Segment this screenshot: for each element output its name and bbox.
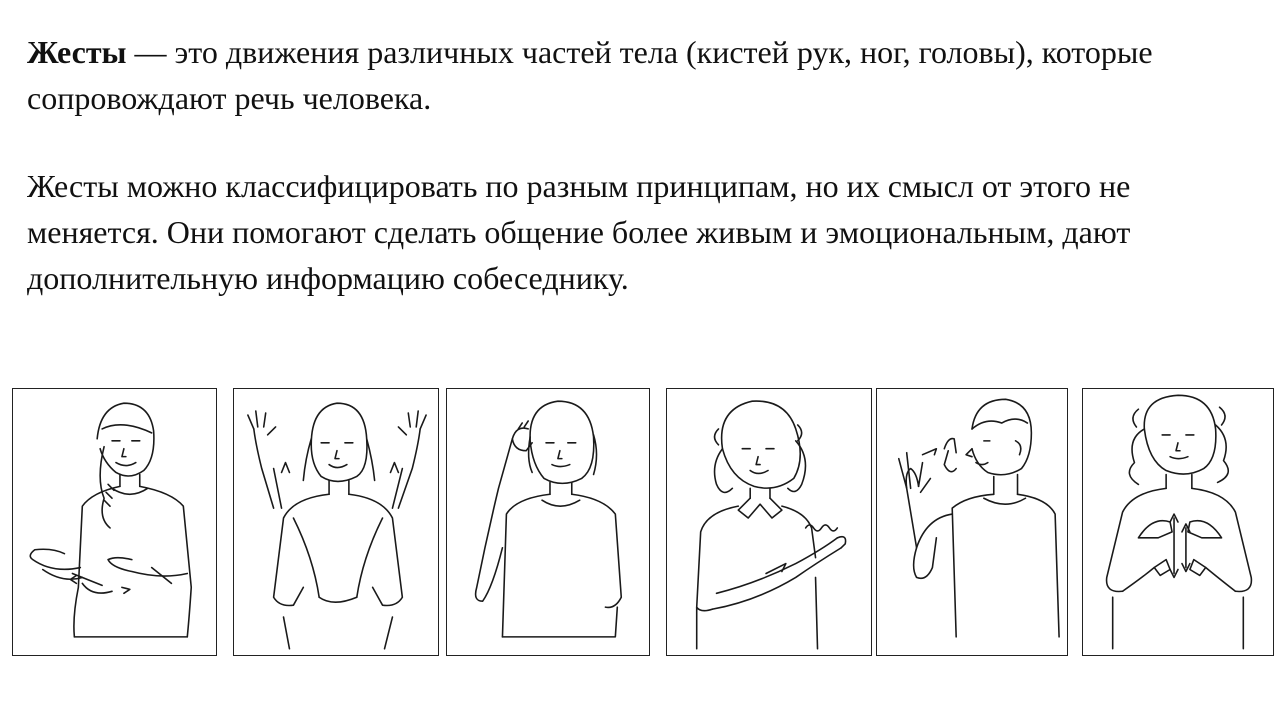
gesture-drawing-shaking-hands xyxy=(666,388,872,656)
definition-term: Жесты xyxy=(27,34,127,70)
gesture-drawing-hands-at-chest xyxy=(1082,388,1274,656)
gesture-drawing-raised-hands xyxy=(233,388,439,656)
classification-paragraph: Жесты можно классифицировать по разным принципам, но их смысл от этого не меняется. Они помогают сделать общение более живым и эмоциональным, дают дополнительную информацию собеседнику. xyxy=(27,168,1131,296)
definition-text: — это движения различных частей тела (кистей рук, ног, головы), которые сопровождают речь человека. xyxy=(27,34,1153,116)
gesture-drawing-open-palms xyxy=(12,388,217,656)
gesture-drawing-finger-sign xyxy=(876,388,1068,656)
gesture-drawing-hand-to-temple xyxy=(446,388,650,656)
definition-paragraph xyxy=(27,29,1257,121)
